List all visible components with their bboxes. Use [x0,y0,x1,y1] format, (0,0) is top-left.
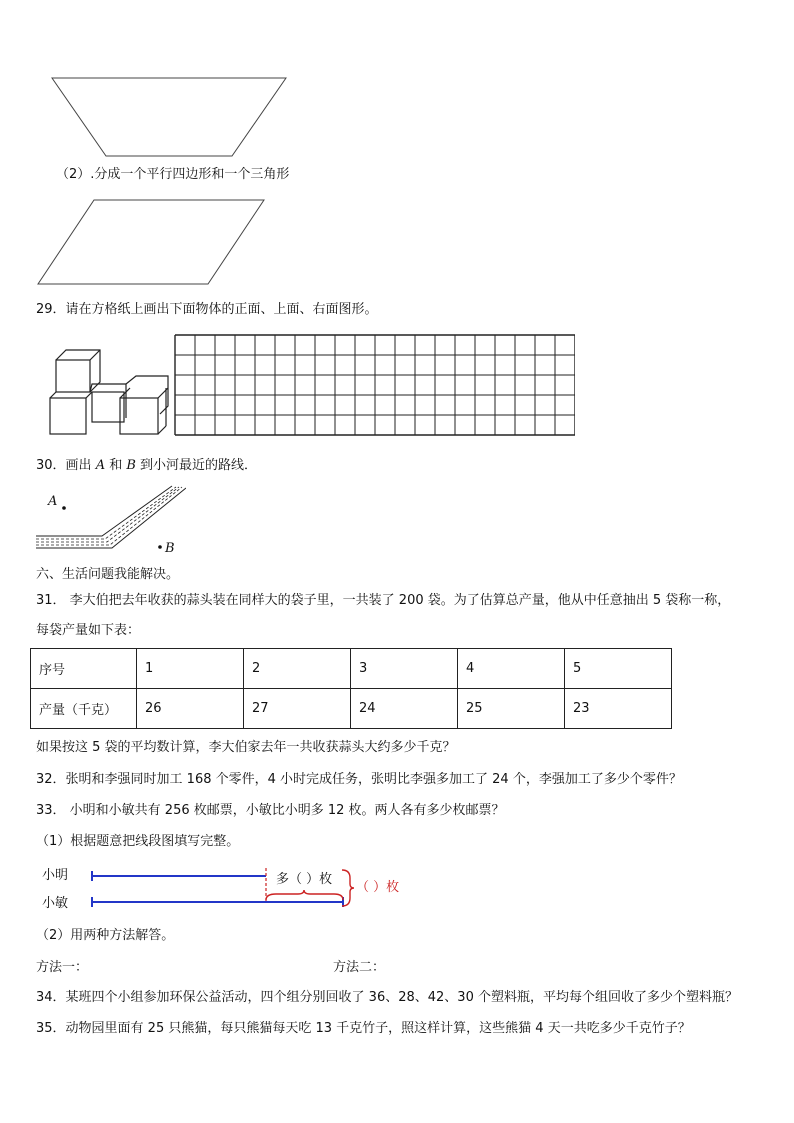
q32-question: 32．张明和李强同时加工 168 个零件，4 小时完成任务，张明比李强多加工了 24 个，李强加工了多少个零件？ [36,772,682,787]
table-cell: 27 [244,689,351,729]
table-cell: 2 [244,649,351,689]
q30-question: 30．画出 A 和 B 到小河最近的路线． [36,458,258,473]
method-two-label: 方法二： [333,960,386,975]
table-cell: 4 [458,649,565,689]
q35-question: 35．动物园里面有 25 只熊猫，每只熊猫每天吃 13 千克竹子，照这样计算，这些熊猫 4 天一共吃多少千克竹子？ [36,1021,691,1036]
name-xiaoming: 小明 [42,868,69,883]
grid-paper[interactable] [173,333,575,437]
point-a-ref: A [95,458,106,473]
table-cell: 23 [565,689,672,729]
point-b-ref: B [126,458,136,473]
method-one-label: 方法一： [36,960,89,975]
point-b-label: B [165,541,175,556]
q31-question: 如果按这 5 袋的平均数计算，李大伯家去年一共收获蒜头大约多少千克？ [36,740,456,755]
q33-part2: （2）用两种方法解答。 [36,928,175,943]
more-label: 多（ ）枚 [276,872,333,887]
q33-part1: （1）根据题意把线段图填写完整。 [36,834,240,849]
name-xiaomin: 小敏 [42,896,69,911]
cube-stack-figure [44,344,170,436]
table-cell: 产量（千克） [31,689,137,729]
river-diagram [36,484,186,560]
parallelogram-figure [34,196,270,290]
table-cell: 5 [565,649,672,689]
q29-question: 29．请在方格纸上画出下面物体的正面、上面、右面图形。 [36,302,378,317]
total-label: （ ）枚 [356,880,400,895]
table-row [31,689,672,729]
table-cell: 序号 [31,649,137,689]
table-cell: 26 [137,689,244,729]
table-cell: 1 [137,649,244,689]
yield-table [30,648,672,729]
q31-text-line2: 每袋产量如下表： [36,623,141,638]
section-title: 六、生活问题我能解决。 [36,567,180,582]
q28-part2-label: （2）.分成一个平行四边形和一个三角形 [56,167,290,182]
q31-text-line1: 31． 李大伯把去年收获的蒜头装在同样大的袋子里，一共装了 200 袋。为了估算总产量，他从中任意抽出 5 袋称一称， [36,593,731,608]
table-cell: 3 [351,649,458,689]
table-cell: 25 [458,689,565,729]
q33-question: 33． 小明和小敏共有 256 枚邮票，小敏比小明多 12 枚。两人各有多少枚邮票？ [36,803,505,818]
point-a-label: A [48,494,58,509]
q34-question: 34．某班四个小组参加环保公益活动，四个组分别回收了 36、28、42、30 个塑料瓶，平均每个组回收了多少个塑料瓶？ [36,990,738,1005]
table-row [31,649,672,689]
table-cell: 24 [351,689,458,729]
trapezoid-figure [36,72,296,162]
